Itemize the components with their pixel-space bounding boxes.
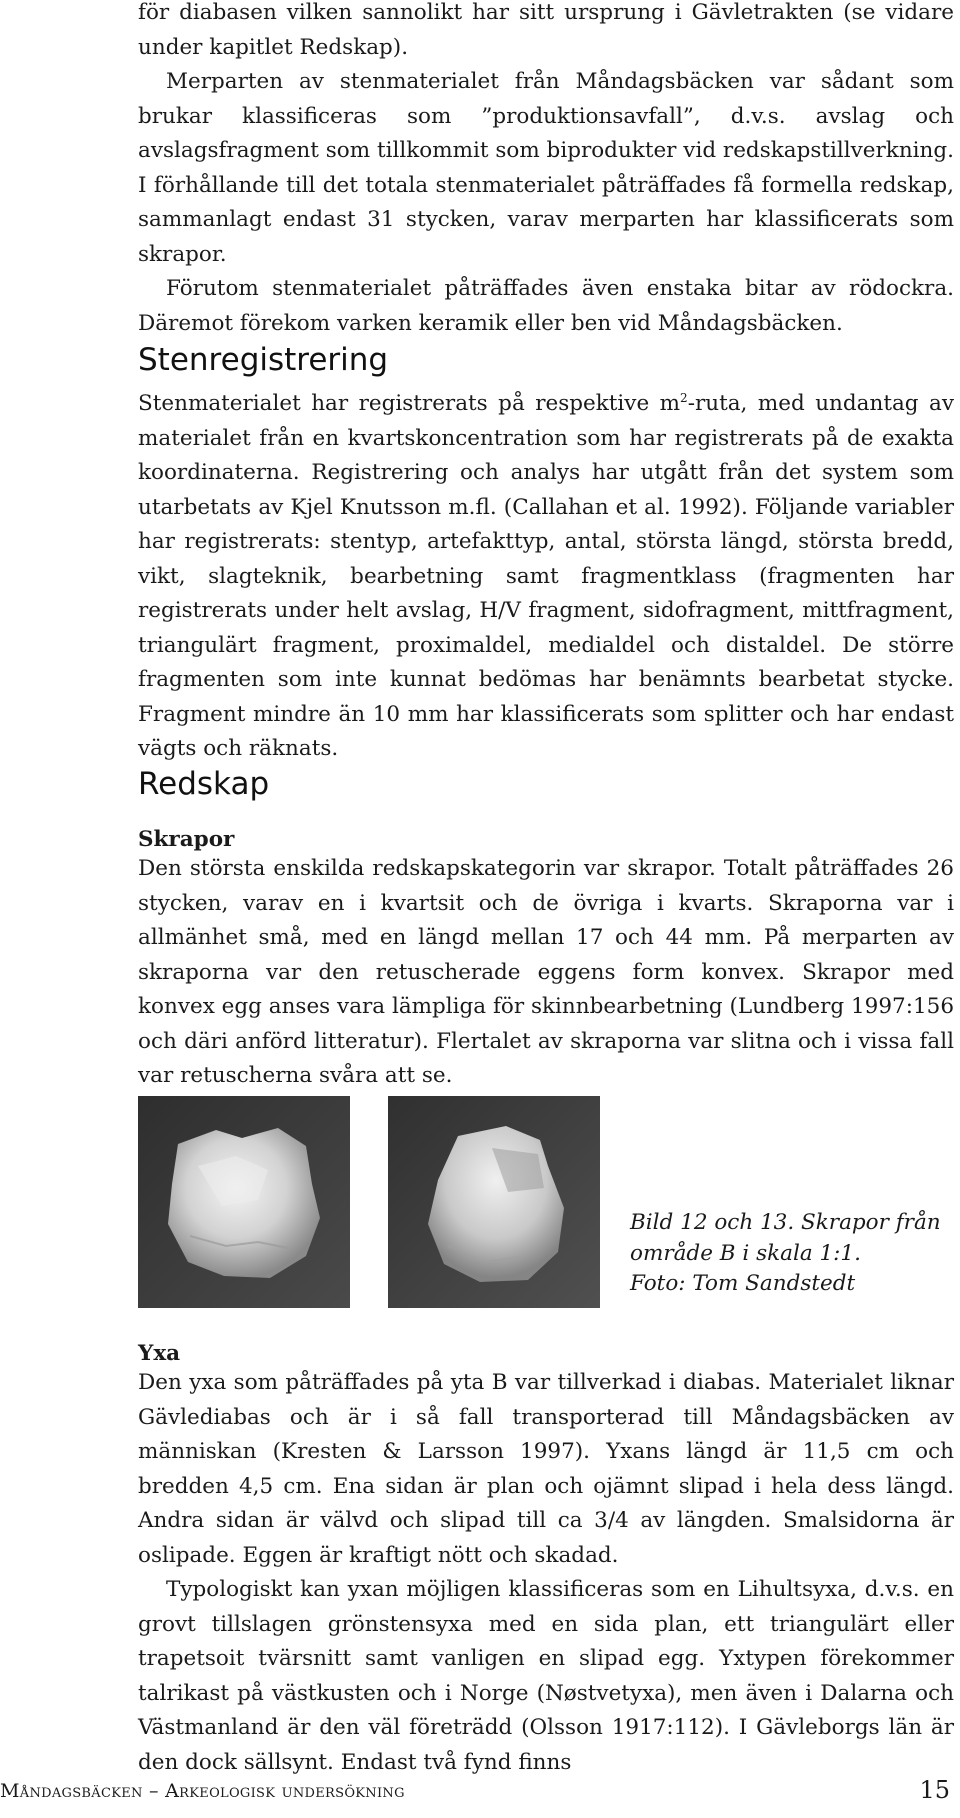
superscript: 2: [680, 390, 688, 405]
paragraph-text: -ruta, med undantag av materialet från en kvartskoncentration som har registrerats på de exakta koordinaterna. Registrering och analys har utgått från det system som utarbetats av Kjel Knutsson m.fl. (Callahan et al. 1992). Följande variabler har registrerats: stentyp, artefakttyp, antal, största längd, största bredd, vikt, slagteknik, bearbetning samt fragmentklass (fragmenten har registrerats under helt avslag, H/V fragment, sidofragment, mittfragment, triangulärt fragment, proximaldel, medialdel och distaldel. De större fragmenten som inte kunnat bedömas har benämnts bearbetat stycke. Fragment mindre än 10 mm har klassificerats som splitter och har endast vägts och räknats.: [138, 391, 954, 761]
scraper-photo-1: [138, 1096, 350, 1308]
paragraph: Den yxa som påträffades på yta B var tillverkad i diabas. Materialet liknar Gävlediabas och är i så fall transporterad till Måndagsbäcken av människan (Kresten & Larsson 1997). Yxans längd är 11,5 cm och bredden 4,5 cm. Ena sidan är plan och ojämnt slipad i hela dess längd. Andra sidan är välvd och slipad till ca 3/4 av längden. Smalsidorna är oslipade. Eggen är kraftigt nött och skadad.: [138, 1370, 954, 1568]
paragraph: [138, 387, 954, 767]
intro-section: [138, 0, 954, 341]
skrapor-section: [138, 852, 954, 1094]
paragraph: Förutom stenmaterialet påträffades även enstaka bitar av rödockra. Däremot förekom varken keramik eller ben vid Måndagsbäcken.: [138, 276, 954, 336]
subheading-yxa: Yxa: [138, 1341, 181, 1366]
page-footer: [0, 1776, 950, 1810]
yxa-section: [138, 1366, 954, 1780]
section-heading-stenregistrering: Stenregistrering: [138, 342, 389, 378]
page-number: 15: [919, 1776, 950, 1804]
caption-line: område B i skala 1:1.: [630, 1240, 861, 1266]
paragraph: Typologiskt kan yxan möjligen klassificeras som en Lihultsyxa, d.v.s. en grovt tillslagen grönstensyxa med en sida plan, ett triangulärt eller trapetsoit tvärsnitt samt vanligen en slipad egg. Yxtypen förekommer talrikast på västkusten och i Norge (Nøstvetyxa), men även i Dalarna och Västmanland är den väl företrädd (Olsson 1917:112). I Gävleborgs län är den dock sällsynt. Endast två fynd finns: [138, 1577, 954, 1775]
paragraph-text: Stenmaterialet har registrerats på respektive m: [138, 391, 681, 416]
paragraph: för diabasen vilken sannolikt har sitt ursprung i Gävletrakten (se vidare under kapitlet Redskap).: [138, 0, 954, 60]
figure-caption: [630, 1208, 950, 1300]
caption-credit: Foto: Tom Sandstedt: [630, 1271, 856, 1296]
paragraph: Den största enskilda redskapskategorin var skrapor. Totalt påträffades 26 stycken, varav en i kvartsit och de övriga i kvarts. Skraporna var i allmänhet små, med en längd mellan 17 och 44 mm. På merparten av skraporna var den retuscherade eggens form konvex. Skrapor med konvex egg anses vara lämpliga för skinnbearbetning (Lundberg 1997:156 och däri anförd litteratur). Flertalet av skraporna var slitna och i vissa fall var retuscherna svåra att se.: [138, 856, 954, 1088]
section-heading-redskap: Redskap: [138, 766, 270, 802]
caption-line: Bild 12 och 13. Skrapor från: [630, 1210, 941, 1235]
scraper-photo-2: [388, 1096, 600, 1308]
stenregistrering-section: [138, 387, 954, 767]
subheading-skrapor: Skrapor: [138, 827, 235, 852]
running-title: Måndagsbäcken – Arkeologisk undersökning: [0, 1780, 405, 1802]
paragraph: Merparten av stenmaterialet från Måndagsbäcken var sådant som brukar klassificeras som ”produktionsavfall”, d.v.s. avslag och avslagsfragment som tillkommit som biprodukter vid redskapstillverkning. I förhållande till det totala stenmaterialet påträffades få formella redskap, sammanlagt endast 31 stycken, varav merparten har klassificerats som skrapor.: [138, 69, 954, 267]
